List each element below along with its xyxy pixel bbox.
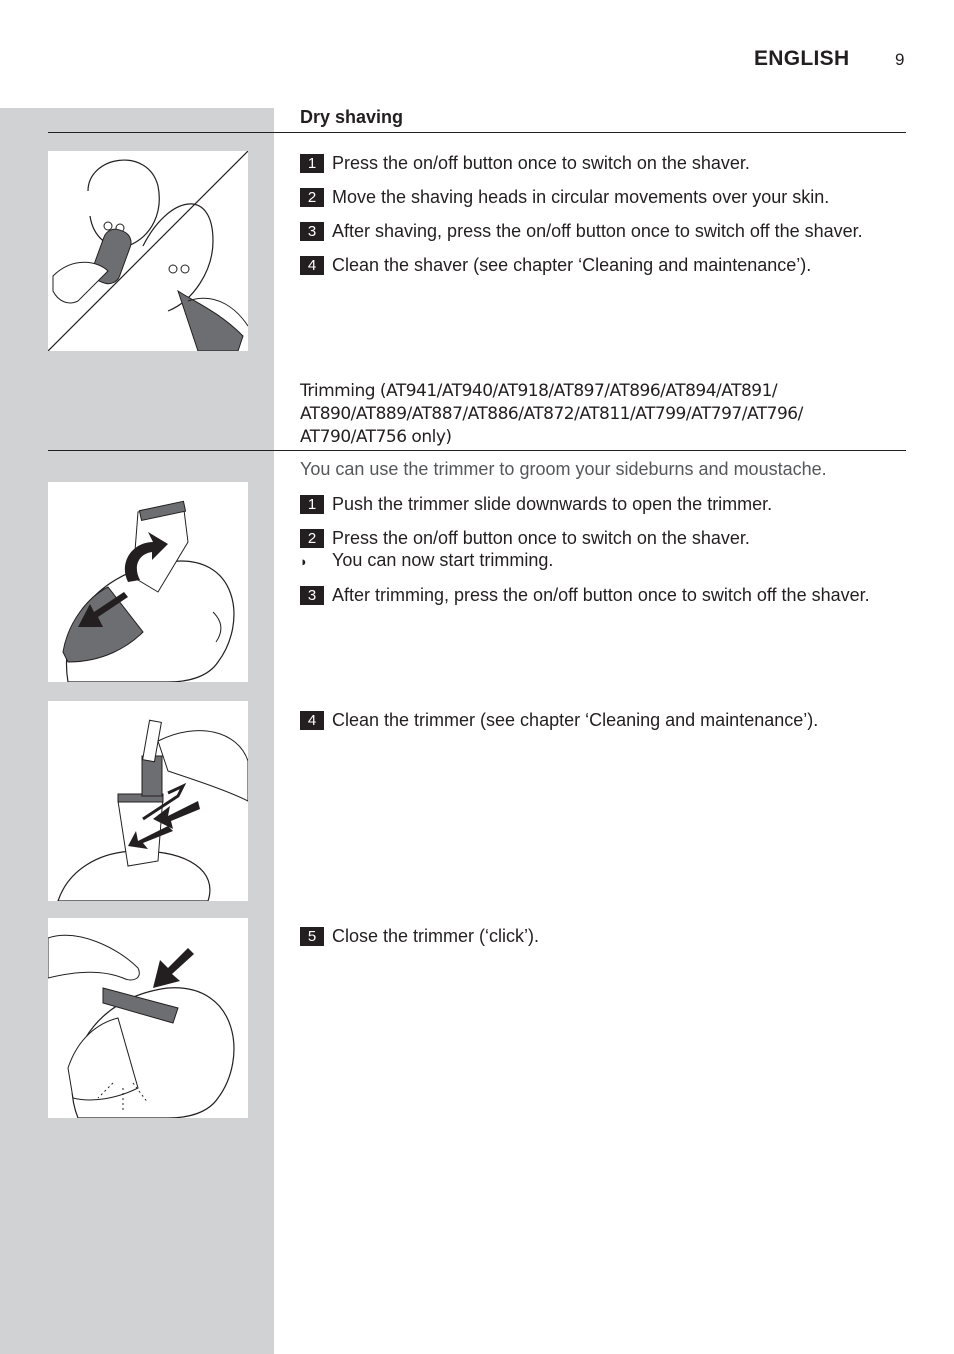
page-number: 9 [895, 50, 905, 69]
section-title-trimming: Trimming (AT941/AT940/AT918/AT897/AT896/AT894/AT891/ AT890/AT889/AT887/AT886/AT872/AT811/AT799/AT797/AT796/ AT790/AT756 only) [300, 381, 803, 447]
section-divider [48, 450, 906, 451]
trimming-intro: You can use the trimmer to groom your sideburns and moustache. [300, 459, 827, 479]
section-divider [48, 132, 906, 133]
dry-step-2: 2 Move the shaving heads in circular movements over your skin. [300, 186, 829, 208]
close-trimmer-illustration-icon [48, 918, 248, 1118]
illustration-shaving [48, 151, 248, 351]
trim-result: ◗ You can now start trimming. [300, 550, 554, 570]
shaving-illustration-icon [48, 151, 248, 351]
bullet-arrow-icon: ◗ [300, 554, 308, 569]
pointer-notch [248, 925, 274, 961]
illustration-open-trimmer [48, 482, 248, 682]
dry-step-3: 3 After shaving, press the on/off button once to switch off the shaver. [300, 220, 863, 242]
illustration-close-trimmer [48, 918, 248, 1118]
illustration-clean-trimmer [48, 701, 248, 901]
header-language: ENGLISH [754, 47, 850, 70]
section-title-dry-shaving: Dry shaving [300, 107, 404, 127]
trim-step-1: 1 Push the trimmer slide downwards to open the trimmer. [300, 493, 772, 515]
pointer-notch [248, 490, 274, 526]
trim-step-5: 5 Close the trimmer (‘click’). [300, 925, 539, 947]
trim-step-2: 2 Press the on/off button once to switch on the shaver. [300, 527, 750, 549]
clean-trimmer-illustration-icon [48, 701, 248, 901]
trim-step-3: 3 After trimming, press the on/off button once to switch off the shaver. [300, 584, 870, 606]
dry-step-1: 1 Press the on/off button once to switch on the shaver. [300, 152, 750, 174]
pointer-notch [248, 708, 274, 744]
trim-step-4: 4 Clean the trimmer (see chapter ‘Cleaning and maintenance’). [300, 709, 818, 731]
pointer-notch [248, 183, 274, 219]
dry-step-4: 4 Clean the shaver (see chapter ‘Cleaning and maintenance’). [300, 254, 811, 276]
open-trimmer-illustration-icon [48, 482, 248, 682]
